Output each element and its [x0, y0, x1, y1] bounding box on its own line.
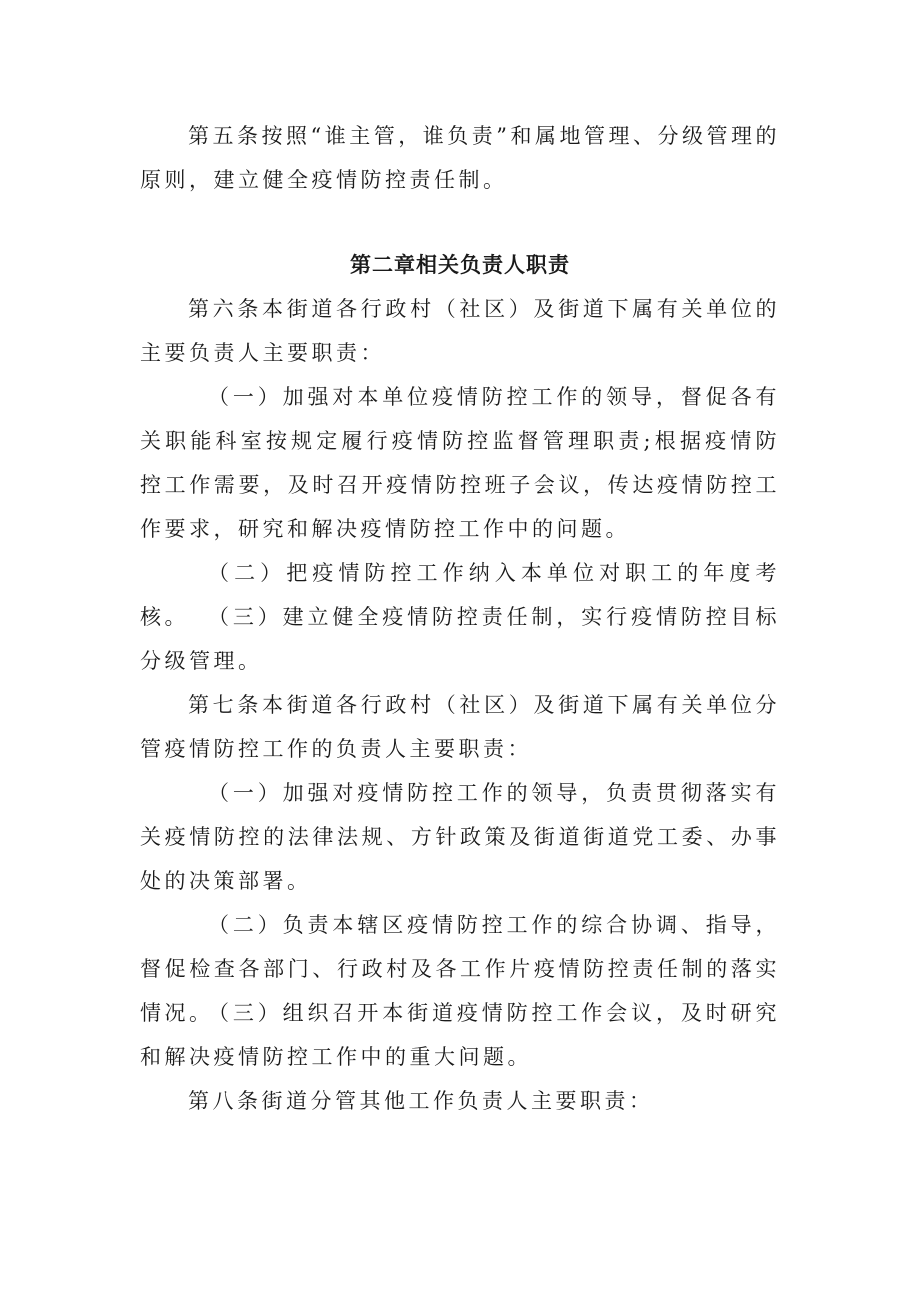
article-7-item-2: （二）负责本辖区疫情防控工作的综合协调、指导，督促检查各部门、行政村及各工作片疫情防控责任制的落实情况。 — [140, 913, 780, 1025]
chapter-title: 第二章相关负责人职责 — [350, 253, 570, 277]
article-5: 第五条按照“谁主管，谁负责”和属地管理、分级管理的原则，建立健全疫情防控责任制。 — [140, 124, 780, 192]
article-7-item-1: （一）加强对疫情防控工作的领导，负责贯彻落实有关疫情防控的法律法规、方针政策及街道街道党工委、办事处的决策部署。 — [140, 781, 780, 893]
article-6: 第六条本街道各行政村（社区）及街道下属有关单位的主要负责人主要职责： — [140, 297, 780, 365]
article-6-item-1: （一）加强对本单位疫情防控工作的领导，督促各有关职能科室按规定履行疫情防控监督管理职责;根据疫情防控工作需要，及时召开疫情防控班子会议，传达疫情防控工作要求，研究和解决疫情防控工作中的问题。 — [140, 385, 780, 541]
article-6-item-2: （二）把疫情防控工作纳入本单位对职工的年度考核。 — [140, 561, 780, 629]
article-7: 第七条本街道各行政村（社区）及街道下属有关单位分管疫情防控工作的负责人主要职责： — [140, 693, 780, 761]
article-7-item-3: （三）组织召开本街道疫情防控工作会议，及时研究和解决疫情防控工作中的重大问题。 — [140, 1001, 780, 1069]
article-8: 第八条街道分管其他工作负责人主要职责： — [188, 1089, 654, 1113]
article-6-item-3: （三）建立健全疫情防控责任制，实行疫情防控目标分级管理。 — [140, 605, 780, 673]
